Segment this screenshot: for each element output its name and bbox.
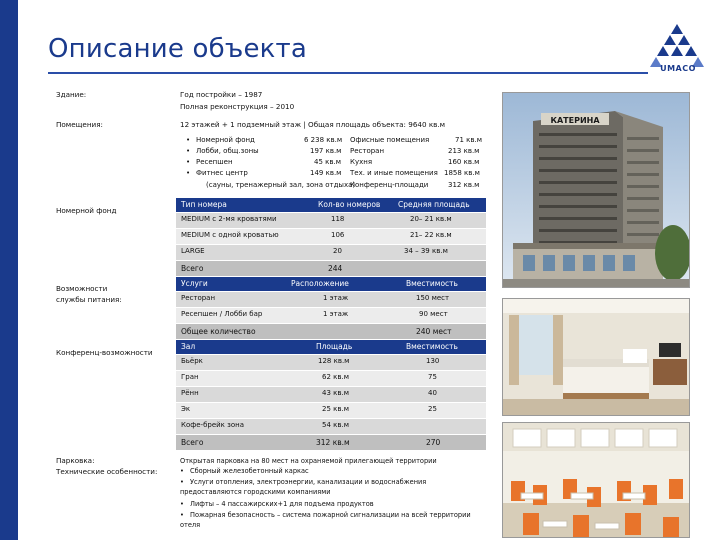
renovation: Полная реконструкция – 2010 [180, 102, 295, 111]
cell: 75 [428, 373, 437, 381]
table-row [176, 387, 486, 402]
cell: 118 [331, 215, 345, 223]
col-header: Средняя площадь [398, 200, 470, 209]
col-header: Зал [181, 342, 196, 351]
conference-total-row [176, 435, 486, 450]
premise-value: 149 кв.м [310, 169, 342, 177]
cell: 40 [428, 389, 437, 397]
tech-bullet: • [180, 511, 184, 519]
bullet-2: • [186, 147, 191, 155]
title-underline [48, 72, 648, 74]
table-row [176, 229, 486, 244]
total-label: Общее количество [181, 327, 256, 336]
food-table-header [176, 277, 486, 291]
premise-name: Фитнес центр [196, 169, 248, 177]
tech-bullet: • [180, 467, 184, 475]
cell: 21– 22 кв.м [410, 231, 452, 239]
premise-value: 312 кв.м [448, 181, 480, 189]
premise-name: Кухня [350, 158, 373, 166]
cell: 54 кв.м [322, 421, 349, 429]
tech-item: Лифты – 4 пассажирских+1 для подъема продуктов [190, 500, 374, 508]
parking-text: Открытая парковка на 80 мест на охраняемой прилегающей территории [180, 457, 437, 465]
premises-list [180, 136, 490, 194]
hotel-sign: КАТЕРИНА [550, 116, 600, 125]
col-header: Вместимость [406, 279, 458, 288]
cell: 20 [333, 247, 342, 255]
tech-bullet: • [180, 478, 184, 486]
premise-value: 197 кв.м [310, 147, 342, 155]
premise-note: (сауны, тренажерный зал, зона отдыха) [206, 181, 356, 189]
col-header: Услуги [181, 279, 208, 288]
tech-item: Сборный железобетонный каркас [190, 467, 309, 475]
cell: 1 этаж [323, 310, 349, 318]
col-header: Площадь [316, 342, 353, 351]
table-row [176, 213, 486, 228]
cell: MEDIUM с 2-мя кроватями [181, 215, 277, 223]
total-label: Всего [181, 264, 204, 273]
premise-value: 160 кв.м [448, 158, 480, 166]
tech-item: Пожарная безопасность – система пожарной сигнализации на всей территории [190, 511, 471, 519]
cell: 34 – 39 кв.м [404, 247, 448, 255]
cell: 150 мест [416, 294, 450, 302]
cell: Гран [181, 373, 199, 381]
rooms-total-row [176, 261, 486, 276]
premise-value: 1858 кв.м [444, 169, 480, 177]
hotel-room-photo [502, 298, 690, 416]
cell: Рённ [181, 389, 199, 397]
premise-name: Конференц-площади [350, 181, 429, 189]
logo-text: UMACO [660, 64, 696, 73]
table-row [176, 245, 486, 260]
cell: 1 этаж [323, 294, 349, 302]
total-label: Всего [181, 438, 204, 447]
rooms-label: Номерной фонд [56, 206, 117, 215]
food-total-row [176, 324, 486, 339]
premise-value: 213 кв.м [448, 147, 480, 155]
building-label: Здание: [56, 90, 87, 99]
cell: 106 [331, 231, 345, 239]
cell: Ресепшен / Лобби бар [181, 310, 263, 318]
cell: MEDIUM с одной кроватью [181, 231, 279, 239]
parking-label: Парковка: [56, 456, 95, 465]
premises-label: Помещения: [56, 120, 103, 129]
col-header: Тип номера [181, 200, 227, 209]
premise-name: Ресторан [350, 147, 385, 155]
tech-item: отеля [180, 521, 201, 529]
tech-item: предоставляются городскими компаниями [180, 488, 331, 496]
restaurant-photo [502, 422, 690, 538]
table-row [176, 355, 486, 370]
cell: Кофе-брейк зона [181, 421, 245, 429]
conference-label: Конференц-возможности [56, 348, 153, 357]
food-label-1: Возможности [56, 284, 108, 293]
premise-name: Лобби, общ.зоны [196, 147, 259, 155]
left-accent-bar [0, 0, 18, 540]
premise-name: Офисные помещения [350, 136, 430, 144]
bullet-3: • [186, 158, 191, 166]
bullet-1: • [186, 136, 191, 144]
total-area: 312 кв.м [316, 438, 350, 447]
conference-table-header [176, 340, 486, 354]
premise-value: 71 кв.м [455, 136, 482, 144]
technical-label: Технические особенности: [56, 467, 158, 476]
hotel-building-photo [502, 92, 690, 288]
total-value: 240 мест [416, 327, 452, 336]
cell: 62 кв.м [322, 373, 349, 381]
cell: 43 кв.м [322, 389, 349, 397]
cell: 25 [428, 405, 437, 413]
tech-item: Услуги отопления, электроэнергии, канализации и водоснабжения [190, 478, 427, 486]
cell: Ресторан [181, 294, 216, 302]
table-row [176, 403, 486, 418]
col-header: Вместимость [406, 342, 458, 351]
premise-value: 45 кв.м [314, 158, 341, 166]
cell: 25 кв.м [322, 405, 349, 413]
table-row [176, 308, 486, 323]
premise-name: Номерной фонд [196, 136, 255, 144]
premise-name: Ресепшен [196, 158, 233, 166]
table-row [176, 419, 486, 434]
cell: Бьёрк [181, 357, 203, 365]
cell: 90 мест [419, 310, 448, 318]
food-label-2: службы питания: [56, 295, 122, 304]
cell: 130 [426, 357, 440, 365]
total-capacity: 270 [426, 438, 441, 447]
total-value: 244 [328, 264, 343, 273]
bullet-4: • [186, 169, 191, 177]
premise-value: 6 238 кв.м [304, 136, 343, 144]
col-header: Кол-во номеров [318, 200, 381, 209]
cell: 128 кв.м [318, 357, 350, 365]
page-title: Описание объекта [48, 34, 308, 64]
floors-info: 12 этажей + 1 подземный этаж | Общая площадь объекта: 9640 кв.м [180, 120, 446, 129]
cell: Эк [181, 405, 191, 413]
cell: LARGE [181, 247, 205, 255]
rooms-table-header [176, 198, 486, 212]
table-row [176, 292, 486, 307]
year-built: Год постройки – 1987 [180, 90, 263, 99]
premise-name: Тех. и иные помещения [350, 169, 438, 177]
tech-bullet: • [180, 500, 184, 508]
table-row [176, 371, 486, 386]
cell: 20– 21 кв.м [410, 215, 452, 223]
col-header: Расположение [291, 279, 349, 288]
